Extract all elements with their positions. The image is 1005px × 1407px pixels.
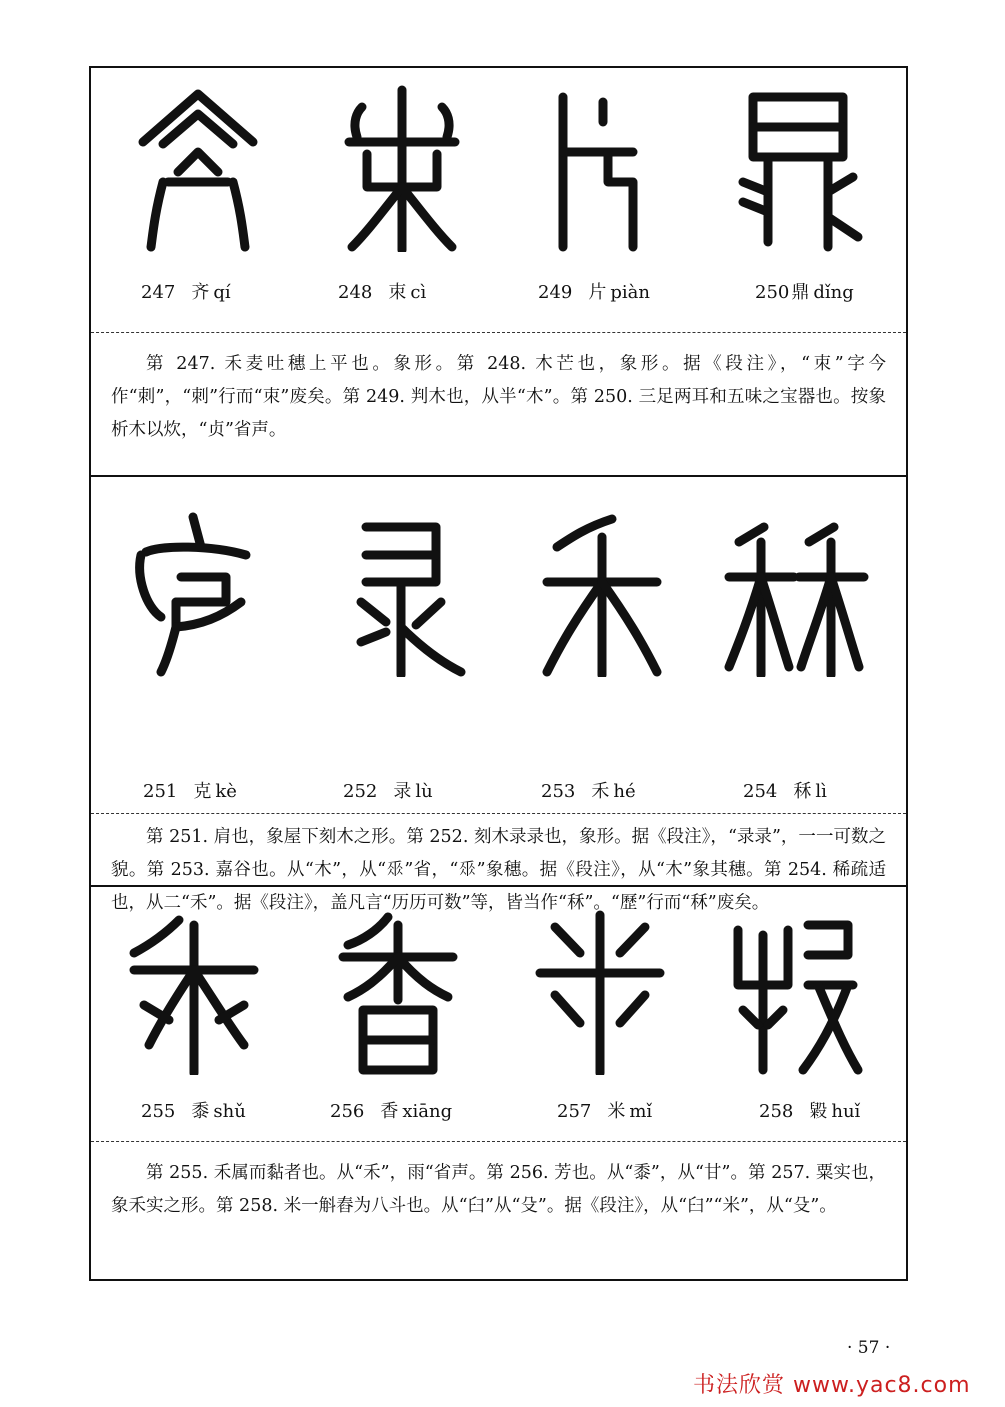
seal-glyph-lu — [331, 507, 481, 677]
entry-label: 258 毇 huǐ — [759, 1101, 861, 1122]
page-number: · 57 · — [847, 1338, 891, 1358]
entry-label: 257 米 mǐ — [557, 1101, 653, 1122]
panel-251-254 — [91, 475, 906, 913]
seal-glyph-shu — [119, 905, 269, 1075]
panel-255-258 — [91, 885, 906, 1283]
entry-label: 253 禾 hé — [541, 781, 636, 802]
entry-description: 第 251. 肩也，象屋下刻木之形。第 252. 刻木录录也，象形。据《段注》，“录录”，一一可数之貌。第 253. 嘉谷也。从“木”，从“𠂹”省，“𠂹”象穗。据《段注》，从“木”象其穗。第 254. 稀疏适也，从二“禾”。据《段注》，盖凡言“历历可数”等，皆当作“秝”。“歷”行而“秝”废矣。 — [111, 827, 886, 913]
seal-glyph-he — [527, 507, 677, 677]
seal-glyph-li — [719, 507, 869, 677]
dashed-divider — [91, 1141, 906, 1142]
entry-label: 250 鼎 dǐng — [755, 282, 854, 303]
entry-label-row — [91, 278, 906, 304]
page-frame — [89, 66, 908, 1281]
watermark-text: 书法欣赏 www.yac8.com — [693, 1373, 971, 1398]
dashed-divider — [91, 813, 906, 814]
panel-247-250 — [91, 68, 906, 475]
entry-label: 255 黍 shǔ — [141, 1101, 246, 1122]
entry-label: 251 克 kè — [143, 781, 237, 802]
entry-label-row — [91, 777, 906, 803]
entry-label: 252 录 lù — [343, 781, 433, 802]
entry-label: 256 香 xiāng — [330, 1101, 453, 1122]
seal-glyph-row — [91, 507, 906, 697]
seal-glyph-qi — [123, 82, 273, 252]
seal-glyph-hui — [723, 905, 873, 1075]
seal-glyph-ding — [723, 82, 873, 252]
entry-description: 第 255. 禾属而黏者也。从“禾”，雨“省声。第 256. 芳也。从“黍”，从“甘”。第 257. 粟实也，象禾实之形。第 258. 米一斛舂为八斗也。从“臼”从“殳”。据《段注》，从“臼”“米”，从“殳”。 — [111, 1163, 886, 1216]
seal-glyph-mi — [525, 905, 675, 1075]
seal-glyph-row — [91, 82, 906, 272]
dashed-divider — [91, 332, 906, 333]
seal-glyph-pian — [523, 82, 673, 252]
seal-glyph-xiang — [323, 905, 473, 1075]
entry-description: 第 247. 禾麦吐穗上平也。象形。第 248. 木芒也，象形。据《段注》，“朿”字今作“刺”，“刺”行而“朿”废矣。第 249. 判木也，从半“木”。第 250. 三足两耳和五味之宝器也。按象析木以炊，“贞”省声。 — [111, 354, 886, 440]
entry-label: 249 片 piàn — [538, 282, 650, 303]
seal-glyph-ci — [327, 82, 477, 252]
entry-label-row — [91, 1097, 906, 1123]
seal-character-image — [123, 82, 273, 252]
seal-glyph-ke — [121, 507, 271, 677]
entry-label: 248 朿 cì — [338, 282, 427, 303]
entry-label: 254 秝 lì — [743, 781, 827, 802]
seal-glyph-row — [91, 905, 906, 1095]
entry-label: 247 齐 qí — [141, 282, 231, 303]
